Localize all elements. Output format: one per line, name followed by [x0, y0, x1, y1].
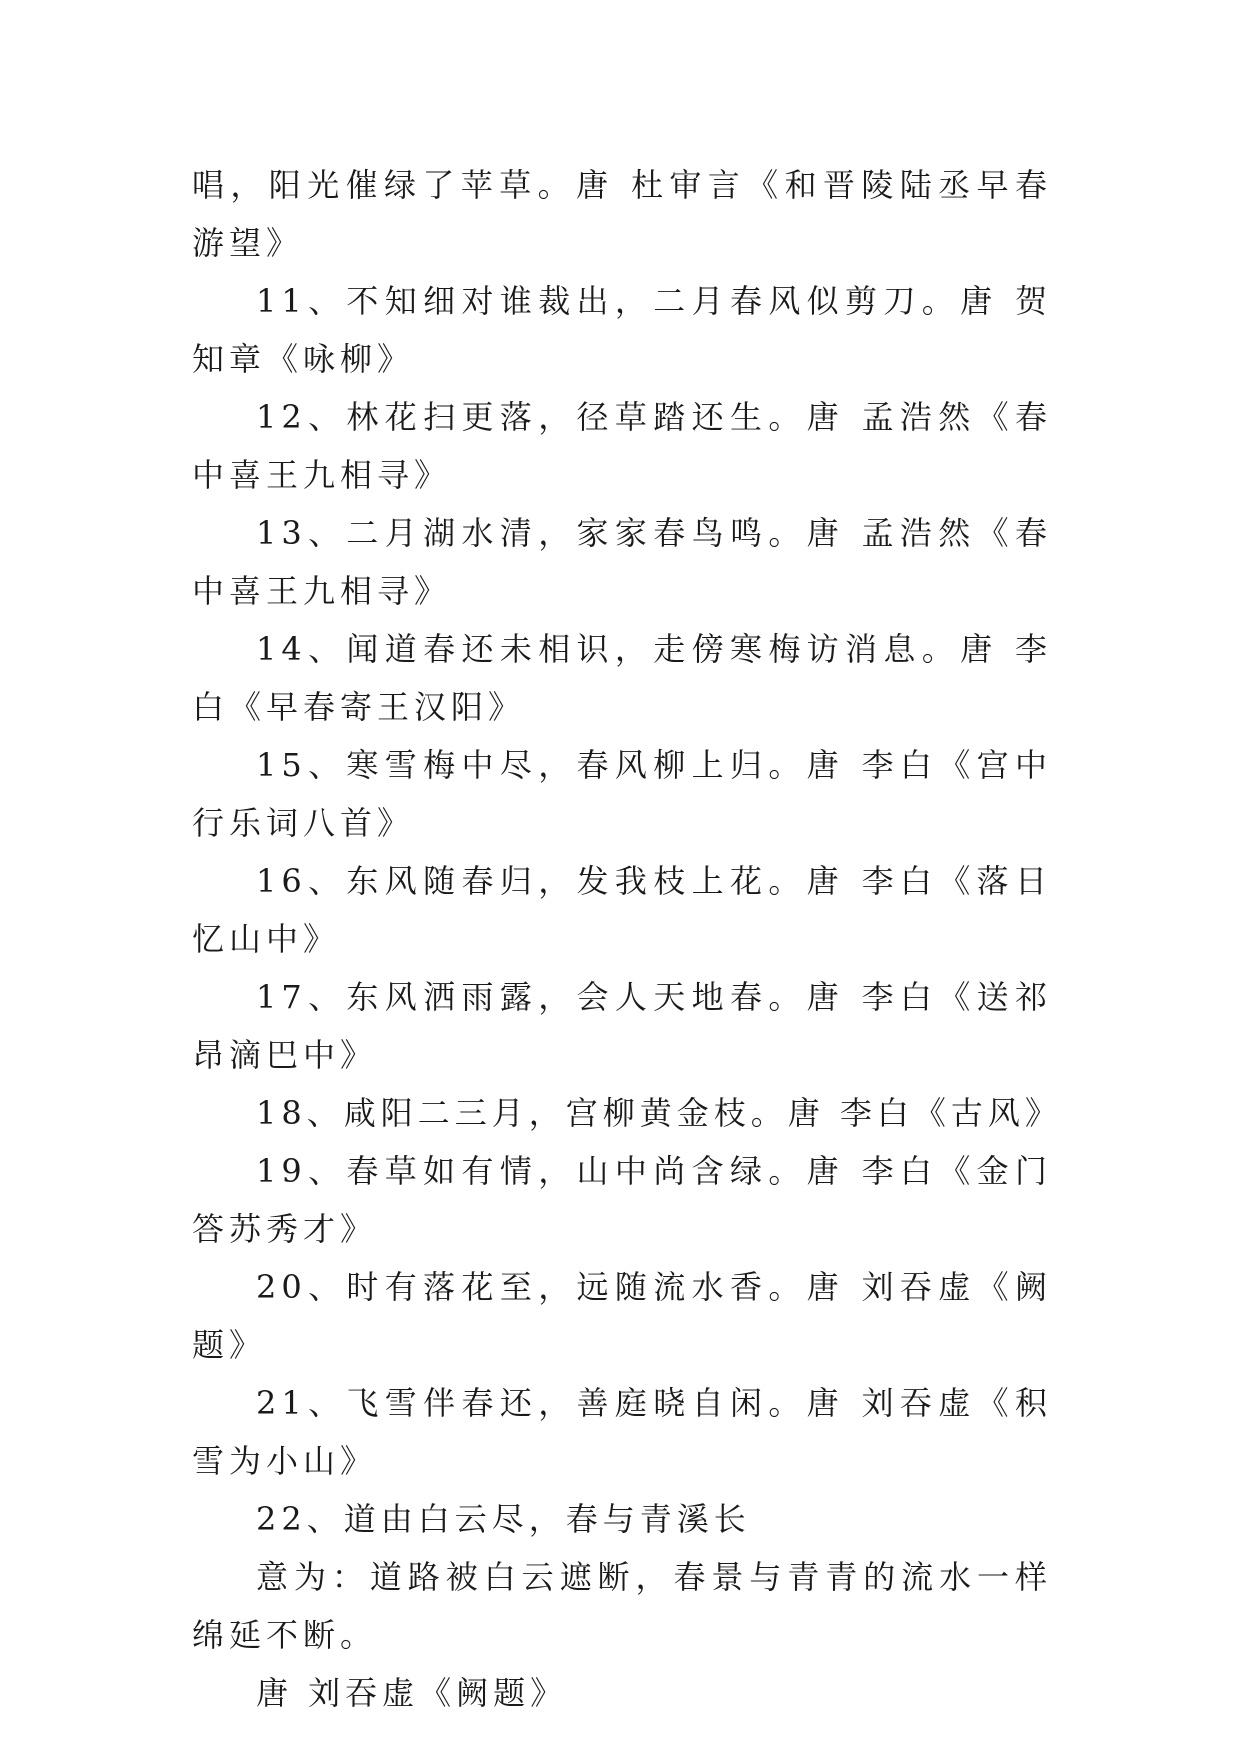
paragraph-attribution: 唐 刘吞虚《阙题》 — [256, 1674, 568, 1712]
paragraph-item-14: 14、闻道春还未相识，走傍寒梅访消息。唐 李白《早春寄王汉阳》 — [192, 630, 1052, 726]
paragraph-item-21: 21、飞雪伴春还，善庭晓自闲。唐 刘吞虚《积雪为小山》 — [192, 1384, 1052, 1480]
paragraph-item-17: 17、东风洒雨露，会人天地春。唐 李白《送祁昂滴巴中》 — [192, 978, 1052, 1074]
paragraph-item-12: 12、林花扫更落，径草踏还生。唐 孟浩然《春中喜王九相寻》 — [192, 398, 1052, 494]
paragraph-continuation: 唱，阳光催绿了苹草。唐 杜审言《和晋陵陆丞早春游望》 — [192, 166, 1052, 262]
paragraph-meaning: 意为：道路被白云遮断，春景与青青的流水一样绵延不断。 — [192, 1558, 1052, 1654]
paragraph-item-22: 22、道由白云尽，春与青溪长 — [256, 1500, 751, 1538]
paragraph-item-13: 13、二月湖水清，家家春鸟鸣。唐 孟浩然《春中喜王九相寻》 — [192, 514, 1052, 610]
paragraph-item-19: 19、春草如有情，山中尚含绿。唐 李白《金门答苏秀才》 — [192, 1152, 1052, 1248]
paragraph-item-15: 15、寒雪梅中尽，春风柳上归。唐 李白《宫中行乐词八首》 — [192, 746, 1052, 842]
paragraph-item-18: 18、咸阳二三月，宫柳黄金枝。唐 李白《古风》 — [256, 1094, 1062, 1132]
paragraph-item-16: 16、东风随春归，发我枝上花。唐 李白《落日忆山中》 — [192, 862, 1052, 958]
paragraph-item-20: 20、时有落花至，远随流水香。唐 刘吞虚《阙题》 — [192, 1268, 1052, 1364]
paragraph-item-11: 11、不知细对谁裁出，二月春风似剪刀。唐 贺知章《咏柳》 — [192, 282, 1052, 378]
document-body — [192, 156, 1062, 1722]
